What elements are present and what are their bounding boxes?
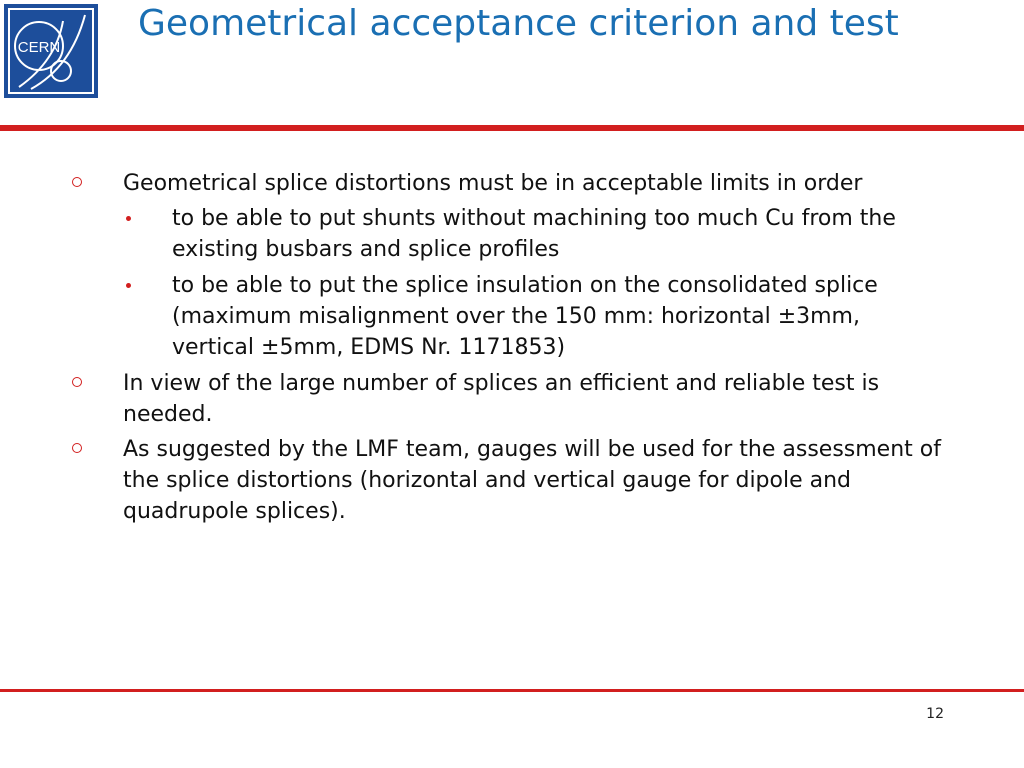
bullet-item <box>0 368 943 430</box>
bullet-text: Geometrical splice distortions must be in acceptable limits in order <box>123 171 863 196</box>
dot-bullet-icon <box>126 283 131 288</box>
dot-bullet-icon <box>126 216 131 221</box>
title-divider <box>0 125 1024 131</box>
bullet-text: As suggested by the LMF team, gauges will be used for the assessment of the splice distortions (horizontal and vertical gauge for dipole and quadrupole splices). <box>123 437 941 524</box>
sub-bullet-item <box>0 203 932 265</box>
bullet-item <box>0 434 943 527</box>
logo-wordmark: CERN <box>17 39 61 56</box>
sub-bullet-text: to be able to put shunts without machining too much Cu from the existing busbars and splice profiles <box>172 206 896 262</box>
footer-divider <box>0 689 1024 692</box>
page-number: 12 <box>926 706 944 722</box>
circle-bullet-icon <box>72 177 82 187</box>
bullet-list <box>0 168 1024 531</box>
sub-bullet-text: to be able to put the splice insulation on the consolidated splice (maximum misalignment over the 150 mm: horizontal ±3mm, vertical ±5mm, EDMS Nr. 1171853) <box>172 273 878 360</box>
circle-bullet-icon <box>72 443 82 453</box>
circle-bullet-icon <box>72 377 82 387</box>
cern-logo <box>1 1 101 101</box>
slide-title: Geometrical acceptance criterion and test <box>138 3 899 44</box>
sub-bullet-item <box>0 270 932 363</box>
bullet-item <box>0 168 943 199</box>
bullet-text: In view of the large number of splices an efficient and reliable test is needed. <box>123 371 880 427</box>
cern-logo-icon <box>1 1 101 101</box>
